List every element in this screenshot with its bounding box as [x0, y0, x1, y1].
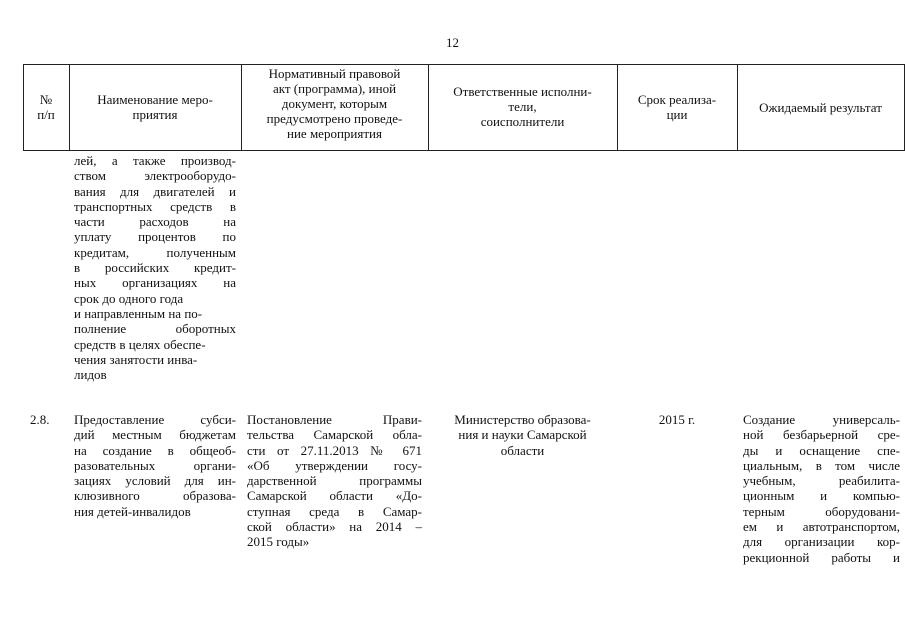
header-act: Нормативный правовой акт (программа), иной документ, которым предусмотрено проведе- ние мероприятия — [266, 66, 403, 141]
header-term: Срок реализа- ции — [637, 92, 717, 122]
header-num: № п/п — [37, 92, 55, 122]
page-number: 12 — [446, 35, 459, 50]
row-2-8-number: 2.8. — [30, 412, 50, 427]
continued-row-name: лей, а также производ- ством электрооборудо- вания для двигателей и транспортных средств в части расходов на уплату процентов по кредитам, полученным в российских кредит- ных организациях на срок до одного года и направленным на по- полнение оборотных средств в целях обеспе- чения занятости инва- лидов — [74, 153, 236, 383]
header-responsible: Ответственные исполни- тели, соисполнители — [453, 84, 592, 129]
row-2-8-act: Постановление Прави- тельства Самарской обла- сти от 27.11.2013 № 671 «Об утверждении госу- дарственной программы Самарской области «До- ступная среда в Самар- ской области» на 2014 – 2015 годы» — [247, 412, 422, 550]
table-header-bottom-border — [23, 150, 905, 151]
table-top-border — [23, 64, 905, 65]
header-name: Наименование меро- приятия — [97, 92, 213, 122]
row-2-8-responsible: Министерство образова- ния и науки Самарской области — [454, 412, 591, 458]
row-2-8-name: Предоставление субси- дий местным бюджетам на создание в общеоб- разовательных органи- зациях условий для ин- клюзивного образова- ния детей-инвалидов — [74, 412, 236, 519]
row-2-8-result: Создание универсаль- ной безбарьерной сре- ды и оснащение спе- циальным, в том числе учебным, реабилита- ционным и компью- терным оборудовани- ем и автотранспортом, для организации кор- рекционной работы и — [743, 412, 900, 565]
header-result: Ожидаемый результат — [759, 100, 882, 115]
row-2-8-term: 2015 г. — [658, 412, 696, 427]
